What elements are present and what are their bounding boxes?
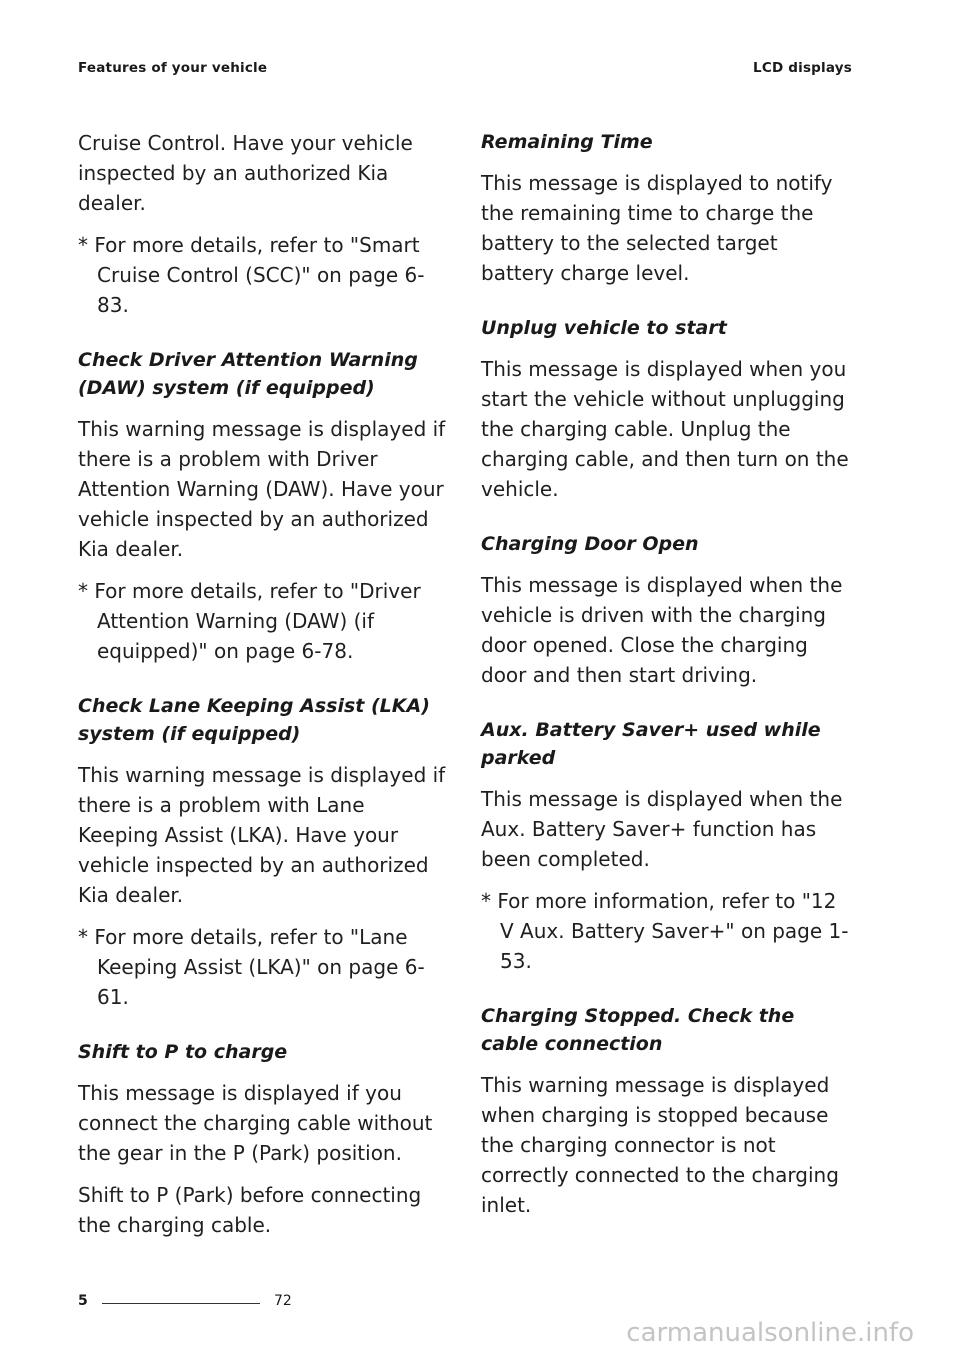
section-heading: Charging Door Open (481, 533, 699, 555)
chapter-title: LCD displays (753, 60, 852, 76)
paragraph: This warning message is displayed if there is a problem with Lane Keeping Assist (LKA). Have your vehicle inspected by an authorized Kia dealer. (78, 763, 446, 907)
section-heading: Shift to P to charge (78, 1041, 288, 1063)
paragraph: This message is displayed when you start the vehicle without unplugging the charging cable. Unplug the charging cable, and then turn on the vehicle. (481, 357, 849, 501)
paragraph: This warning message is displayed if there is a problem with Driver Attention Warning (DAW). Have your vehicle inspected by an authorized Kia dealer. (78, 417, 446, 561)
reference-note: * For more information, refer to "12 V Aux. Battery Saver+" on page 1-53. (481, 889, 849, 973)
section-heading: Check Lane Keeping Assist (LKA) system (if equipped) (78, 695, 430, 745)
reference-note: * For more details, refer to "Smart Cruise Control (SCC)" on page 6-83. (78, 233, 425, 317)
paragraph: This message is displayed to notify the remaining time to charge the battery to the selected target battery charge level. (481, 171, 833, 285)
page-number: 72 (274, 1293, 292, 1309)
watermark: carmanualsonline.info (626, 1318, 914, 1348)
section-heading: Check Driver Attention Warning (DAW) system (if equipped) (78, 349, 418, 399)
footer-divider (102, 1303, 260, 1304)
section-heading: Remaining Time (481, 131, 653, 153)
section-heading: Unplug vehicle to start (481, 317, 727, 339)
section-title: Features of your vehicle (78, 60, 268, 76)
chapter-number: 5 (78, 1293, 88, 1309)
paragraph: This message is displayed when the Aux. Battery Saver+ function has been completed. (481, 787, 843, 871)
paragraph: Cruise Control. Have your vehicle inspected by an authorized Kia dealer. (78, 131, 413, 215)
reference-note: * For more details, refer to "Lane Keeping Assist (LKA)" on page 6-61. (78, 925, 425, 1009)
paragraph: This message is displayed when the vehicle is driven with the charging door opened. Close the charging door and then start driving. (481, 573, 843, 687)
section-heading: Charging Stopped. Check the cable connection (481, 1005, 795, 1055)
right-column (481, 128, 851, 1232)
reference-note: * For more details, refer to "Driver Attention Warning (DAW) (if equipped)" on page 6-78. (78, 579, 421, 663)
paragraph: This warning message is displayed when charging is stopped because the charging connector is not correctly connected to the charging inlet. (481, 1073, 839, 1217)
section-heading: Aux. Battery Saver+ used while parked (481, 719, 821, 769)
left-column (78, 128, 448, 1252)
paragraph: Shift to P (Park) before connecting the charging cable. (78, 1183, 422, 1237)
paragraph: This message is displayed if you connect the charging cable without the gear in the P (Park) position. (78, 1081, 433, 1165)
